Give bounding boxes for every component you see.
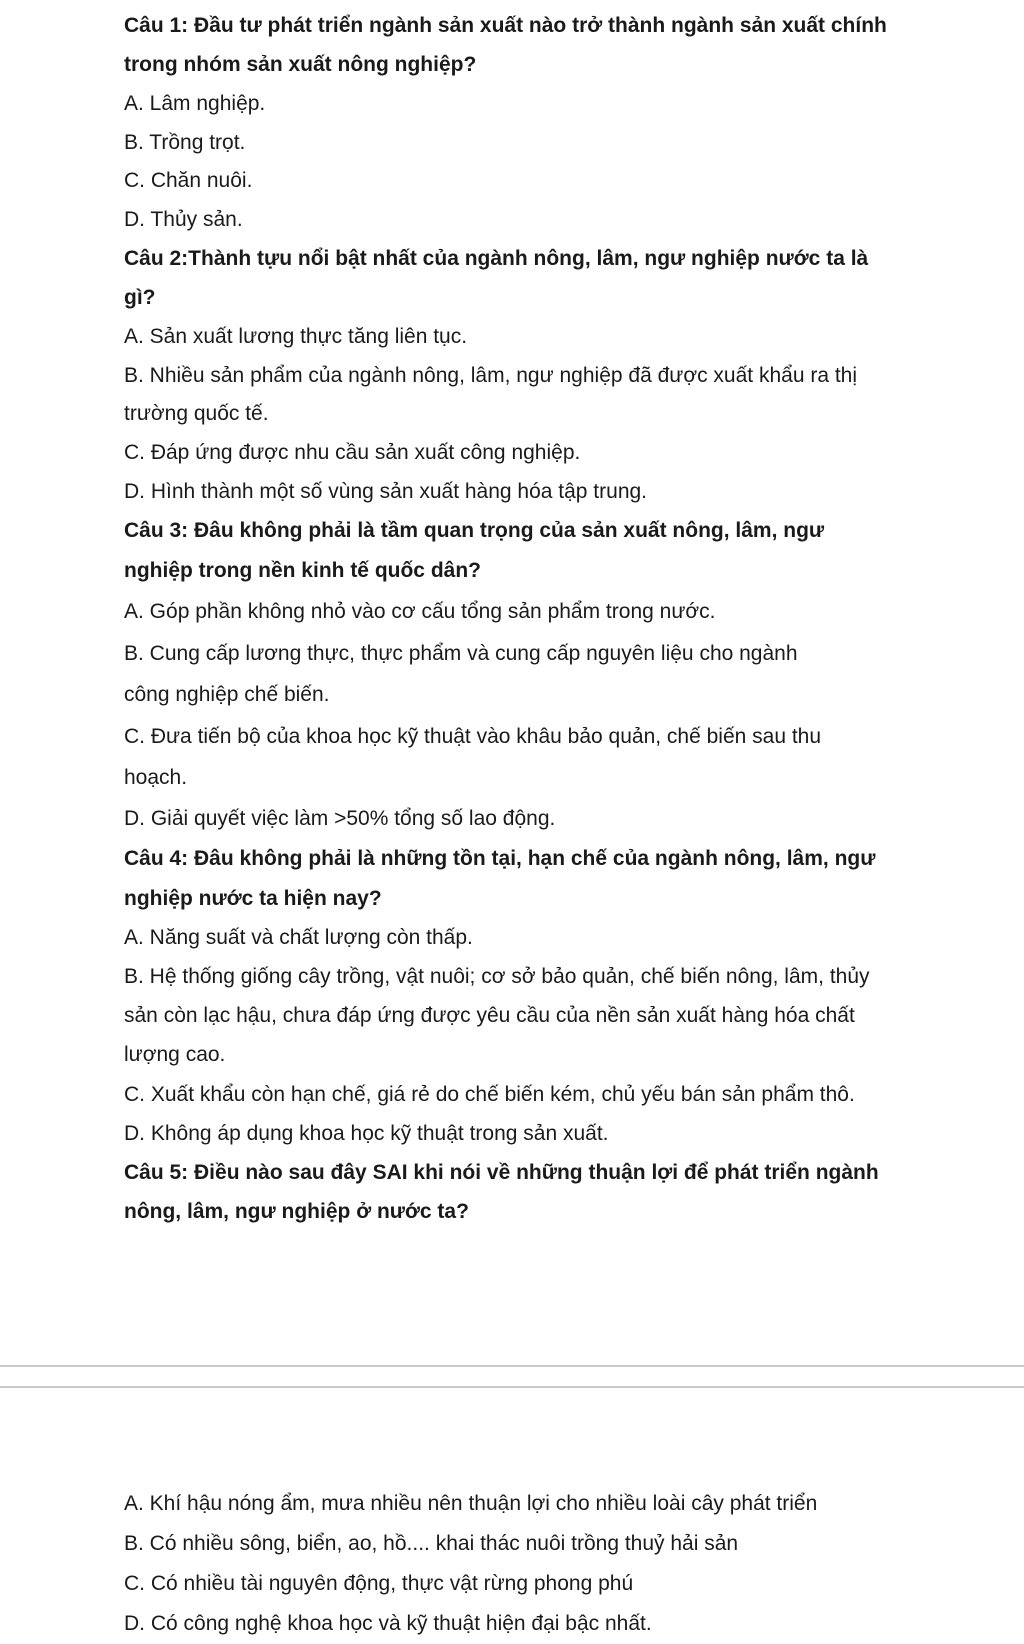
question-5-option-a: A. Khí hậu nóng ẩm, mưa nhiều nên thuận lợi cho nhiều loài cây phát triển: [124, 1492, 818, 1515]
question-4-title-line-2: nghiệp nước ta hiện nay?: [124, 887, 382, 910]
question-1-option-d: D. Thủy sản.: [124, 208, 243, 231]
question-2-title-line-1: Câu 2:Thành tựu nổi bật nhất của ngành nông, lâm, ngư nghiệp nước ta là: [124, 247, 869, 270]
question-2-option-b-line-1: B. Nhiều sản phẩm của ngành nông, lâm, ngư nghiệp đã được xuất khẩu ra thị: [124, 364, 858, 387]
question-3-option-b-line-2: công nghiệp chế biến.: [124, 683, 330, 706]
page-divider-bottom: [0, 1386, 1024, 1388]
question-1-title-line-2: trong nhóm sản xuất nông nghiệp?: [124, 53, 477, 76]
question-2-option-d: D. Hình thành một số vùng sản xuất hàng hóa tập trung.: [124, 480, 648, 503]
page-divider-top: [0, 1365, 1024, 1367]
question-3-option-a: A. Góp phần không nhỏ vào cơ cấu tổng sản phẩm trong nước.: [124, 600, 716, 623]
question-1-title-line-1: Câu 1: Đầu tư phát triển ngành sản xuất nào trở thành ngành sản xuất chính: [124, 14, 887, 37]
question-3-title-line-1: Câu 3: Đâu không phải là tầm quan trọng của sản xuất nông, lâm, ngư: [124, 519, 825, 542]
question-4-option-a: A. Năng suất và chất lượng còn thấp.: [124, 926, 473, 949]
question-3-option-b-line-1: B. Cung cấp lương thực, thực phẩm và cung cấp nguyên liệu cho ngành: [124, 642, 798, 665]
question-4-option-c: C. Xuất khẩu còn hạn chế, giá rẻ do chế biến kém, chủ yếu bán sản phẩm thô.: [124, 1083, 855, 1106]
question-4-option-b-line-3: lượng cao.: [124, 1043, 226, 1066]
question-2-option-a: A. Sản xuất lương thực tăng liên tục.: [124, 325, 468, 348]
question-4-option-b-line-2: sản còn lạc hậu, chưa đáp ứng được yêu cầu của nền sản xuất hàng hóa chất: [124, 1004, 855, 1027]
question-4-option-b-line-1: B. Hệ thống giống cây trồng, vật nuôi; cơ sở bảo quản, chế biến nông, lâm, thủy: [124, 965, 870, 988]
question-3-option-c-line-1: C. Đưa tiến bộ của khoa học kỹ thuật vào khâu bảo quản, chế biến sau thu: [124, 725, 822, 748]
question-5-title-line-1: Câu 5: Điều nào sau đây SAI khi nói về những thuận lợi để phát triển ngành: [124, 1161, 879, 1184]
question-5-option-d: D. Có công nghệ khoa học và kỹ thuật hiện đại bậc nhất.: [124, 1612, 652, 1635]
question-2-option-b-line-2: trường quốc tế.: [124, 402, 269, 425]
question-5-title-line-2: nông, lâm, ngư nghiệp ở nước ta?: [124, 1200, 469, 1223]
question-4-title-line-1: Câu 4: Đâu không phải là những tồn tại, hạn chế của ngành nông, lâm, ngư: [124, 847, 876, 870]
question-5-option-c: C. Có nhiều tài nguyên động, thực vật rừng phong phú: [124, 1572, 634, 1595]
question-4-option-d: D. Không áp dụng khoa học kỹ thuật trong sản xuất.: [124, 1122, 609, 1145]
question-1-option-c: C. Chăn nuôi.: [124, 169, 253, 192]
question-1-option-a: A. Lâm nghiệp.: [124, 92, 266, 115]
question-3-option-d: D. Giải quyết việc làm >50% tổng số lao động.: [124, 807, 556, 830]
question-3-title-line-2: nghiệp trong nền kinh tế quốc dân?: [124, 559, 481, 582]
question-3-option-c-line-2: hoạch.: [124, 766, 188, 789]
question-1-option-b: B. Trồng trọt.: [124, 131, 246, 154]
question-5-option-b: B. Có nhiều sông, biển, ao, hồ.... khai thác nuôi trồng thuỷ hải sản: [124, 1532, 739, 1555]
question-2-option-c: C. Đáp ứng được nhu cầu sản xuất công nghiệp.: [124, 441, 581, 464]
question-2-title-line-2: gì?: [124, 286, 156, 309]
